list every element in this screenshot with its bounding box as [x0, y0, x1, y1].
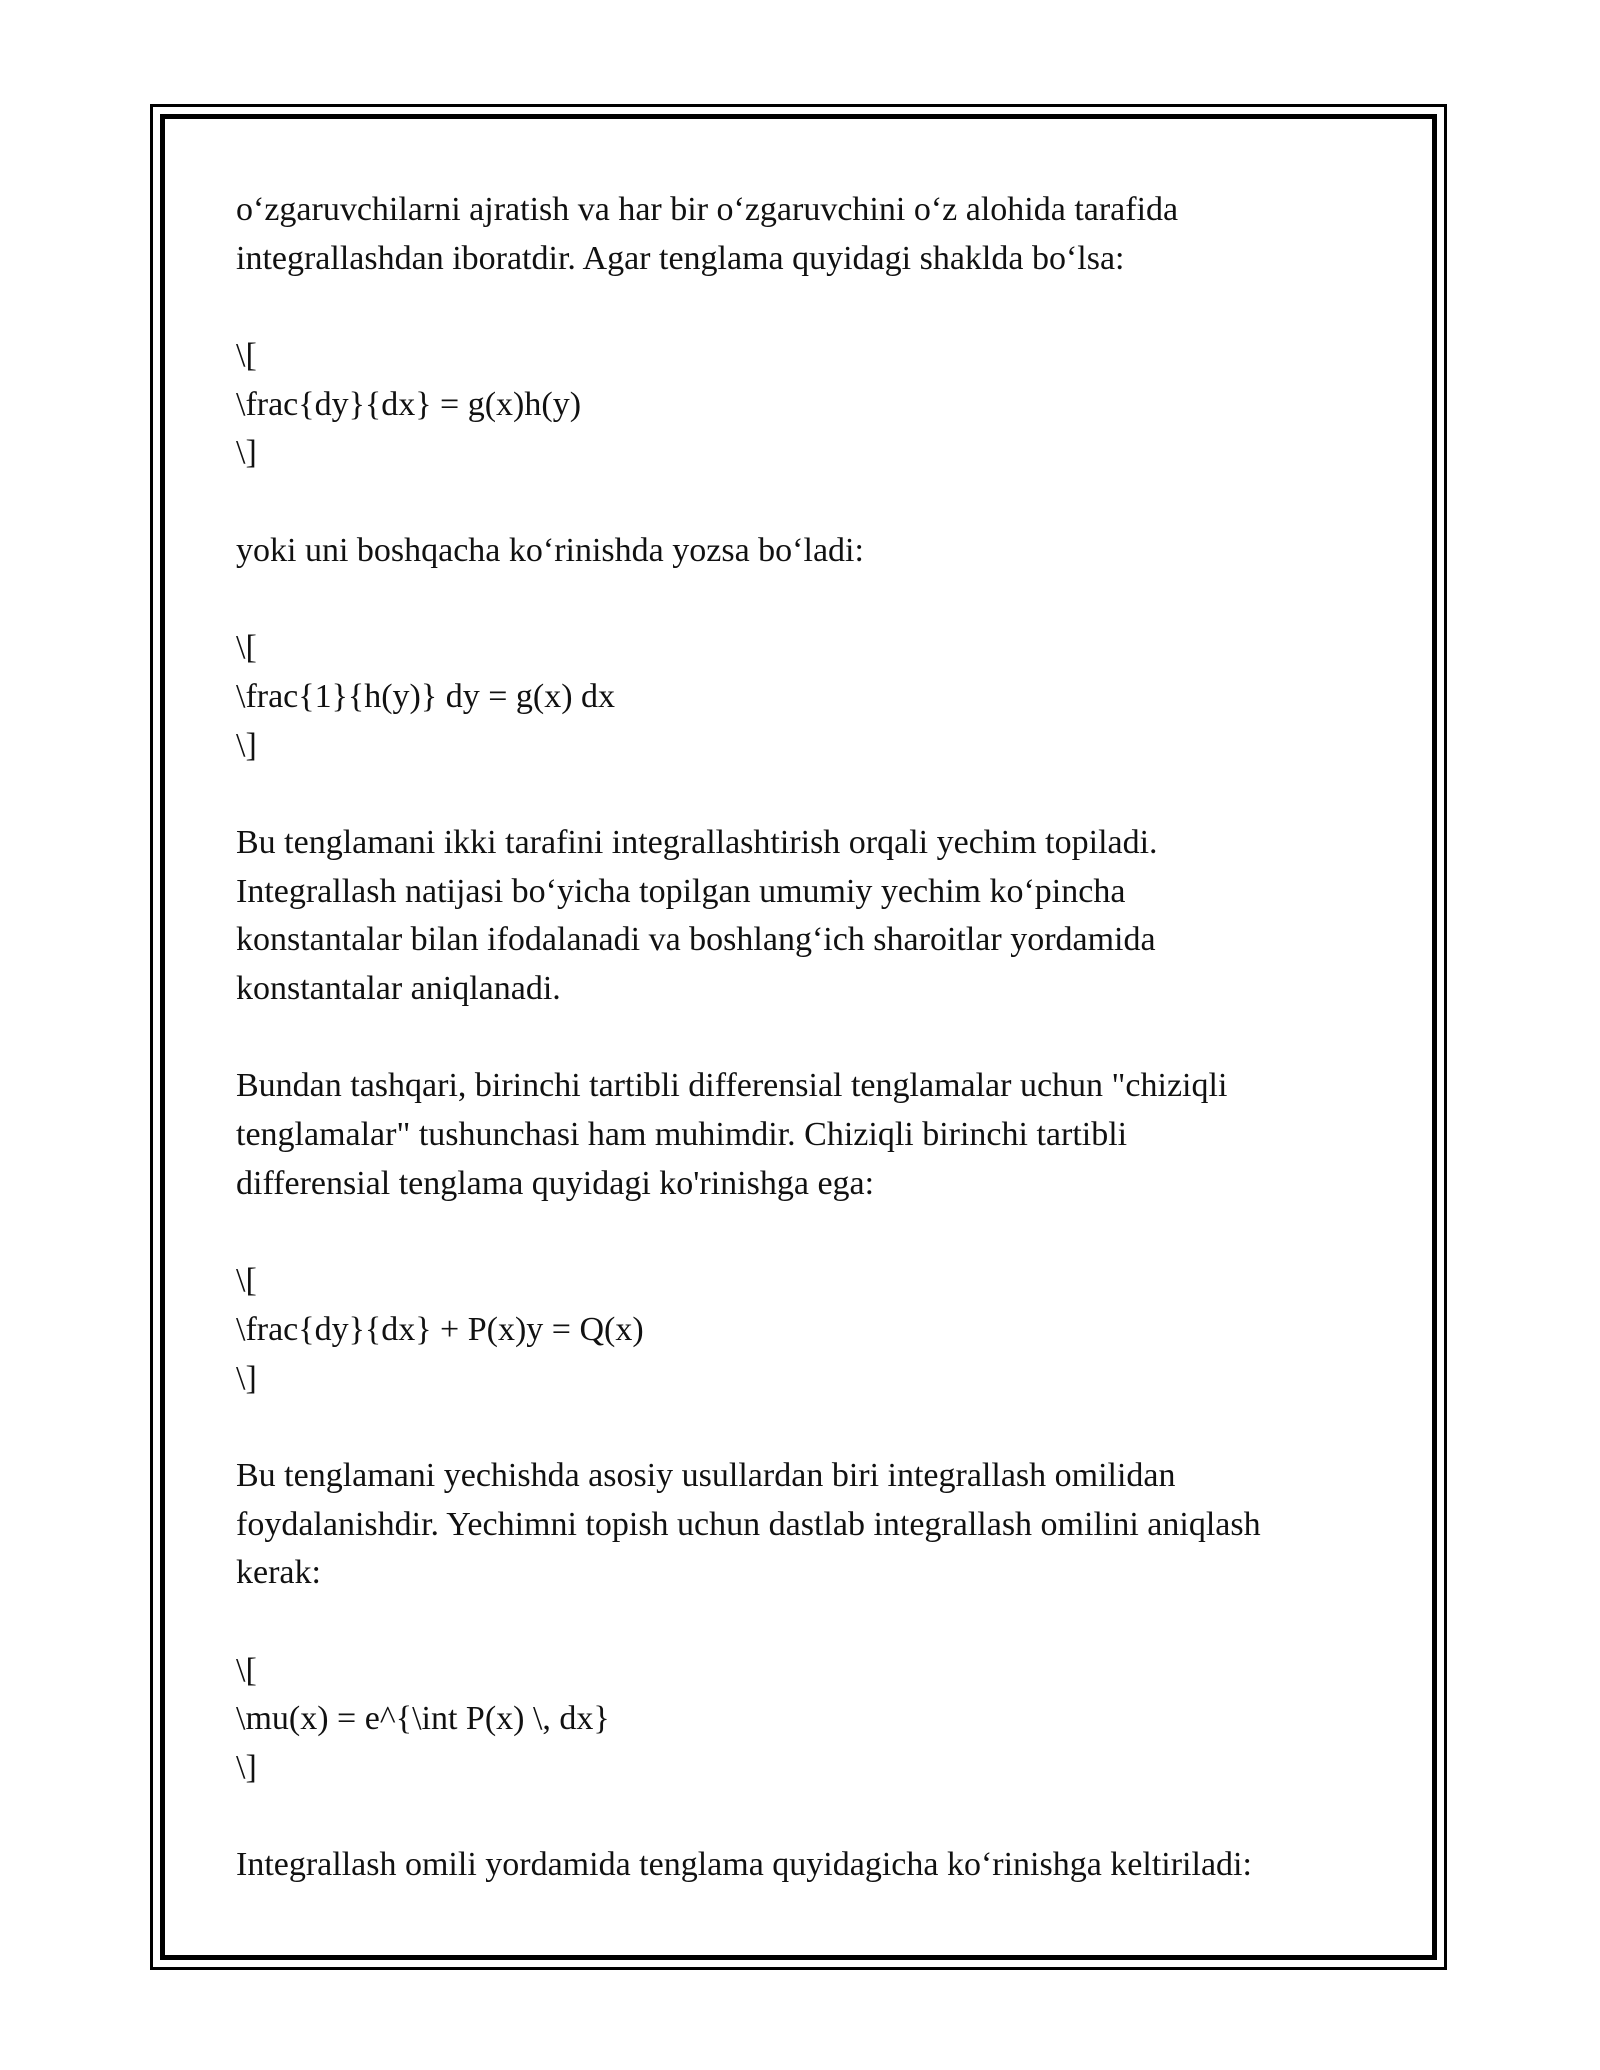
equation-open: \[ [236, 1651, 257, 1689]
equation-block [236, 624, 1366, 770]
text-line: tenglamalar" tushunchasi ham muhimdir. Chiziqli birinchi tartibli [236, 1116, 1128, 1154]
equation-open: \[ [236, 629, 257, 667]
paragraph [236, 1841, 1366, 1890]
equation-body: \frac{dy}{dx} = g(x)h(y) [236, 385, 582, 423]
equation-close: \] [236, 1749, 257, 1786]
paragraph-gap [236, 1598, 1366, 1647]
paragraph [236, 1452, 1366, 1598]
equation-close: \] [236, 726, 257, 764]
text-line: o‘zgaruvchilarni ajratish va har bir o‘zgaruvchini o‘z alohida tarafida [236, 191, 1179, 228]
paragraph [236, 819, 1366, 1014]
paragraph-gap [236, 478, 1366, 527]
equation-body: \mu(x) = e^{\int P(x) \, dx} [236, 1700, 610, 1738]
equation-block [236, 1647, 1366, 1793]
text-line: yoki uni boshqacha ko‘rinishda yozsa bo‘ladi: [236, 531, 864, 569]
paragraph [236, 527, 1366, 576]
paragraph-gap [236, 1014, 1366, 1063]
paragraph-gap [236, 283, 1366, 332]
paragraph [236, 1062, 1366, 1208]
equation-close: \] [236, 1359, 257, 1397]
text-line: Bundan tashqari, birinchi tartibli differensial tenglamalar uchun "chiziqli [236, 1067, 1228, 1105]
text-line: konstantalar bilan ifodalanadi va boshlang‘ich sharoitlar yordamida [236, 921, 1156, 959]
text-line: Integrallash omili yordamida tenglama quyidagicha ko‘rinishga keltiriladi: [236, 1846, 1252, 1884]
text-line: Integrallash natijasi bo‘yicha topilgan umumiy yechim ko‘pincha [236, 872, 1126, 910]
paragraph-gap [236, 1403, 1366, 1452]
text-line: konstantalar aniqlanadi. [236, 970, 561, 1007]
equation-body: \frac{1}{h(y)} dy = g(x) dx [236, 677, 616, 715]
text-line: kerak: [236, 1554, 321, 1592]
text-line: foydalanishdir. Yechimni topish uchun dastlab integrallash omilini aniqlash [236, 1505, 1261, 1543]
equation-open: \[ [236, 337, 257, 375]
text-line: integrallashdan iboratdir. Agar tenglama quyidagi shaklda bo‘lsa: [236, 239, 1125, 277]
equation-open: \[ [236, 1262, 257, 1300]
equation-block [236, 1257, 1366, 1403]
equation-body: \frac{dy}{dx} + P(x)y = Q(x) [236, 1310, 644, 1348]
text-line: Bu tenglamani ikki tarafini integrallashtirish orqali yechim topiladi. [236, 823, 1158, 861]
text-line: Bu tenglamani yechishda asosiy usullardan biri integrallash omilidan [236, 1456, 1176, 1494]
equation-block [236, 332, 1366, 478]
paragraph-gap [236, 1208, 1366, 1257]
paragraph-gap [236, 1793, 1366, 1842]
document-body [236, 186, 1366, 1890]
text-line: differensial tenglama quyidagi ko'rinishga ega: [236, 1164, 875, 1202]
paragraph [236, 186, 1366, 283]
paragraph-gap [236, 576, 1366, 625]
equation-close: \] [236, 434, 257, 472]
paragraph-gap [236, 770, 1366, 819]
